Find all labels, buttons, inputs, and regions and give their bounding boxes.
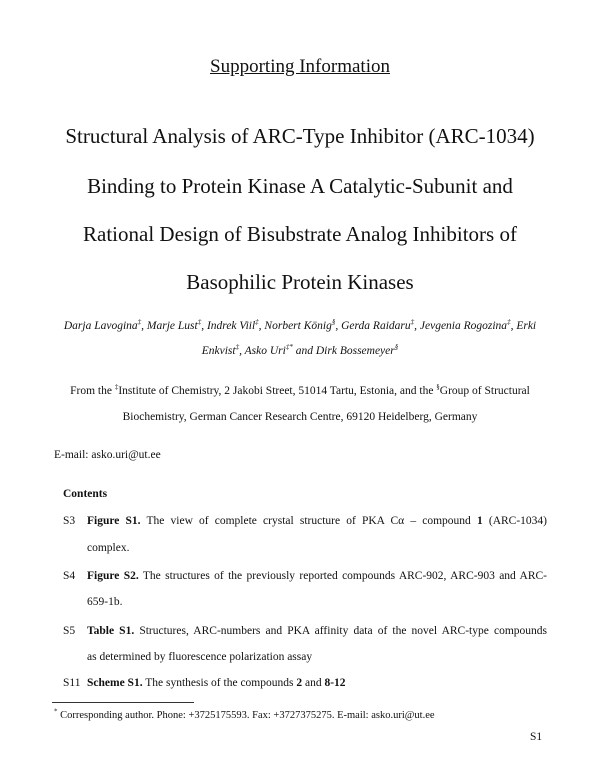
contents-entry-scheme-s1: Scheme S1. The synthesis of the compounds 2 and 8-12: [87, 677, 346, 689]
authors-line-2: Enkvist‡, Asko Uri‡* and Dirk Bossemeyer§: [201, 343, 399, 357]
email-line: E-mail: asko.uri@ut.ee: [54, 449, 161, 461]
authors-line-1: Darja Lavogina‡, Marje Lust‡, Indrek Viil‡, Norbert König§, Gerda Raidaru‡, Jevgenia Rogozina‡, Erki: [63, 318, 537, 332]
contents-heading: Contents: [63, 488, 108, 500]
contents-entry-figure-s1-cont: complex.: [87, 542, 130, 554]
contents-entry-table-s1-cont: as determined by fluorescence polarization assay: [87, 651, 313, 663]
contents-page-s11: S11: [63, 677, 81, 689]
footnote: * Corresponding author. Phone: +3725175593. Fax: +3727375275. E-mail: asko.uri@ut.ee: [54, 707, 435, 721]
page-heading: Supporting Information: [210, 56, 390, 77]
title-line-4: Basophilic Protein Kinases: [186, 270, 414, 294]
contents-entry-figure-s1: Figure S1. The view of complete crystal structure of PKA Cα – compound 1 (ARC-1034): [87, 515, 548, 527]
affiliation-line-2: Biochemistry, German Cancer Research Centre, 69120 Heidelberg, Germany: [122, 411, 478, 423]
contents-entry-figure-s2-cont: 659-1b.: [87, 596, 123, 608]
title-line-3: Rational Design of Bisubstrate Analog Inhibitors of: [83, 222, 517, 246]
contents-page-s3: S3: [63, 515, 76, 527]
title-line-2: Binding to Protein Kinase A Catalytic-Subunit and: [87, 174, 513, 198]
contents-page-s5: S5: [63, 625, 76, 637]
contents-page-s4: S4: [63, 570, 76, 582]
contents-entry-table-s1: Table S1. Structures, ARC-numbers and PKA affinity data of the novel ARC-type compounds: [87, 625, 547, 637]
page-number: S1: [530, 731, 543, 743]
affiliation-line-1: From the ‡Institute of Chemistry, 2 Jakobi Street, 51014 Tartu, Estonia, and the §Group of Structural: [70, 383, 530, 397]
title-line-1: Structural Analysis of ARC-Type Inhibitor (ARC-1034): [65, 124, 535, 148]
footnote-rule: [52, 702, 194, 703]
contents-entry-figure-s2: Figure S2. The structures of the previously reported compounds ARC-902, ARC-903 and ARC-: [87, 570, 547, 582]
